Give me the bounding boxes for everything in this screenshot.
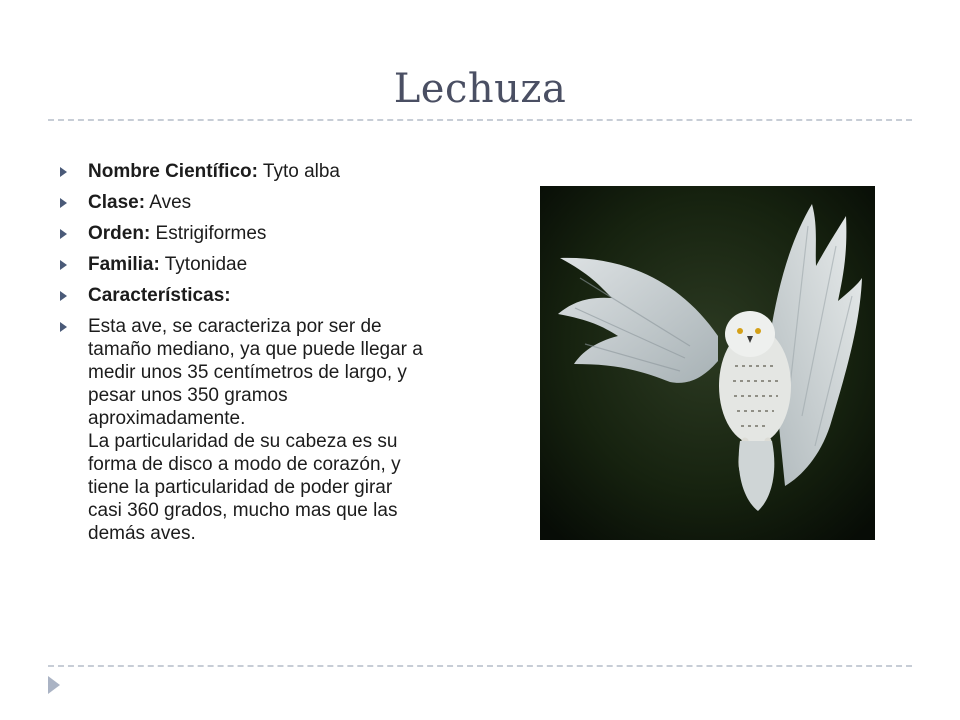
bullet-label: Clase: xyxy=(88,192,146,213)
bullet-value: Aves xyxy=(145,192,192,213)
bottom-divider xyxy=(48,665,912,667)
bullet-scientific-name xyxy=(58,160,428,183)
bullet-arrow-icon xyxy=(60,229,67,239)
bullet-label: Orden: xyxy=(88,223,151,244)
bullet-description xyxy=(58,315,428,545)
bullet-class xyxy=(58,191,428,214)
bullet-characteristics xyxy=(58,284,428,307)
bullet-arrow-icon xyxy=(60,198,67,208)
bullet-arrow-icon xyxy=(60,322,67,332)
bullet-arrow-icon xyxy=(60,291,67,301)
top-divider xyxy=(48,119,912,121)
bullet-list xyxy=(58,160,428,553)
bullet-value: Tytonidae xyxy=(159,254,248,275)
description-paragraph-1: Esta ave, se caracteriza por ser de tamaño mediano, ya que puede llegar a medir unos 35 centímetros de largo, y pesar unos 350 gramos aproximadamente. xyxy=(88,316,423,429)
next-slide-arrow-icon[interactable] xyxy=(48,676,60,694)
owl-illustration xyxy=(540,186,875,540)
bullet-label: Nombre Científico: xyxy=(88,161,258,182)
owl-eye-right xyxy=(755,328,761,334)
owl-eye-left xyxy=(737,328,743,334)
owl-photo xyxy=(540,186,875,540)
bullet-order xyxy=(58,222,428,245)
owl-head xyxy=(725,311,775,357)
bullet-family xyxy=(58,253,428,276)
bullet-value: Estrigiformes xyxy=(150,223,267,244)
bullet-label: Características: xyxy=(88,285,231,306)
bullet-arrow-icon xyxy=(60,260,67,270)
bullet-value: Tyto alba xyxy=(257,161,340,182)
slide-title: Lechuza xyxy=(393,66,567,112)
bullet-label: Familia: xyxy=(88,254,160,275)
description-paragraph-2: La particularidad de su cabeza es su forma de disco a modo de corazón, y tiene la particularidad de poder girar casi 360 grados, mucho mas que las demás aves. xyxy=(88,431,401,544)
bullet-arrow-icon xyxy=(60,167,67,177)
